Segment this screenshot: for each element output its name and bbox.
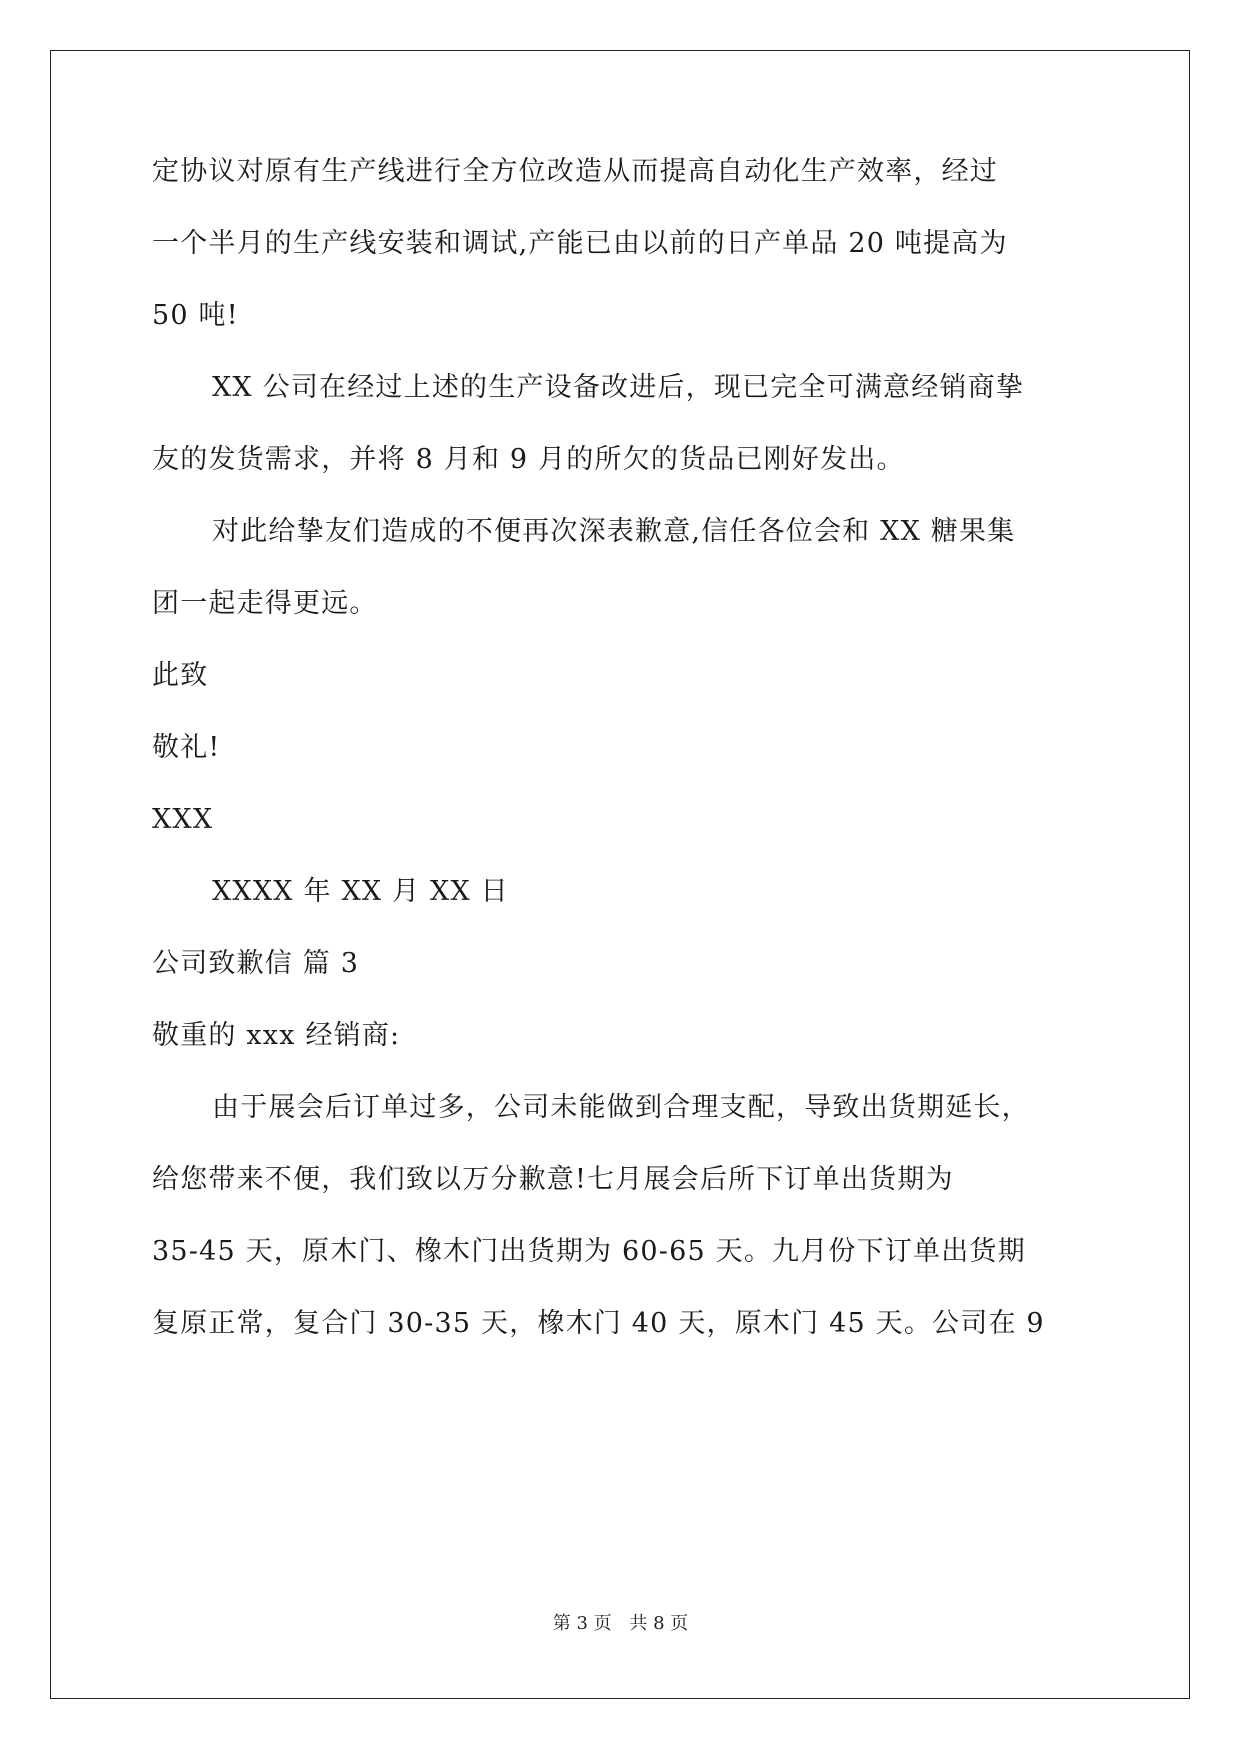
paragraph-line: 一个半月的生产线安装和调试,产能已由以前的日产单品 20 吨提高为 <box>152 228 1008 259</box>
paragraph-line: 复原正常，复合门 30-35 天，橡木门 40 天，原木门 45 天。公司在 9 <box>152 1308 1045 1339</box>
page-total: 共 8 页 <box>629 1613 689 1634</box>
paragraph-line: 35-45 天，原木门、橡木门出货期为 60-65 天。九月份下订单出货期 <box>152 1236 1026 1267</box>
page-footer <box>0 1612 1241 1636</box>
paragraph-line: 定协议对原有生产线进行全方位改造从而提高自动化生产效率，经过 <box>152 156 998 187</box>
letter-greeting: 敬重的 xxx 经销商: <box>152 1020 401 1051</box>
closing-salutation: 此致 <box>152 660 209 691</box>
paragraph-line: 友的发货需求，并将 8 月和 9 月的所欠的货品已刚好发出。 <box>152 444 905 475</box>
paragraph-line: 团一起走得更远。 <box>152 588 378 619</box>
signature-name: XXX <box>152 804 214 835</box>
closing-regards: 敬礼! <box>152 732 221 763</box>
paragraph-line: XX 公司在经过上述的生产设备改进后，现已完全可满意经销商挚 <box>212 372 1025 403</box>
paragraph-line: 对此给挚友们造成的不便再次深表歉意,信任各位会和 XX 糖果集 <box>212 516 1016 547</box>
page-number: 第 3 页 <box>552 1613 612 1634</box>
paragraph-line: 50 吨! <box>152 300 239 331</box>
section-heading: 公司致歉信 篇 3 <box>152 948 360 979</box>
paragraph-line: 由于展会后订单过多，公司未能做到合理支配，导致出货期延长， <box>212 1092 1030 1123</box>
signature-date: XXXX 年 XX 月 XX 日 <box>212 876 509 907</box>
paragraph-line: 给您带来不便，我们致以万分歉意!七月展会后所下订单出货期为 <box>152 1164 954 1195</box>
